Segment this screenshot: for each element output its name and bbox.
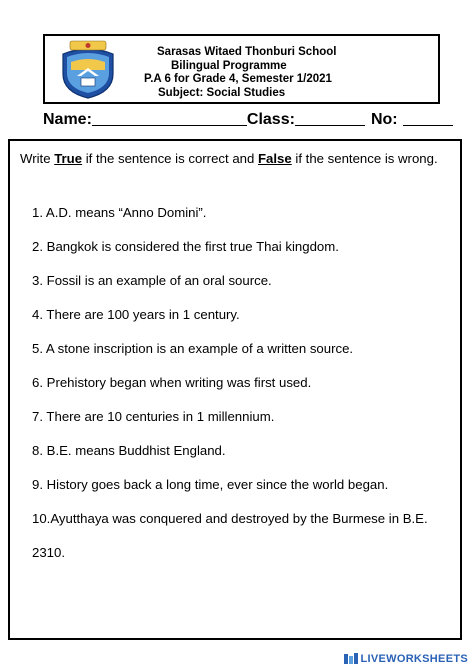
question-10: 10.Ayutthaya was conquered and destroyed by the Burmese in B.E.: [32, 511, 428, 526]
question-3: 3. Fossil is an example of an oral source.: [32, 273, 272, 288]
question-5: 5. A stone inscription is an example of a written source.: [32, 341, 354, 356]
instruction: [20, 151, 438, 166]
false-keyword: False: [258, 151, 292, 166]
school-name: Sarasas Witaed Thonburi School: [157, 46, 337, 58]
questions-box: [8, 139, 462, 640]
programme-name: Bilingual Programme: [171, 59, 287, 72]
question-1: 1. A.D. means “Anno Domini”.: [32, 205, 207, 220]
instruction-text-2: if the sentence is correct and: [82, 151, 258, 166]
student-info-row: [43, 111, 443, 129]
grade-line: P.A 6 for Grade 4, Semester 1/2021: [144, 73, 332, 85]
liveworksheets-text: LIVEWORKSHEETS: [360, 653, 468, 665]
question-2: 2. Bangkok is considered the first true Thai kingdom.: [32, 239, 339, 254]
class-label: Class:: [246, 111, 295, 128]
class-field[interactable]: [295, 111, 365, 126]
question-10-continued: 2310.: [32, 545, 66, 560]
instruction-text-1: Write: [20, 151, 55, 166]
question-8: 8. B.E. means Buddhist England.: [32, 443, 226, 458]
instruction-text-3: if the sentence is wrong.: [291, 151, 438, 166]
school-logo-icon: [59, 40, 117, 100]
no-label: No:: [370, 111, 398, 128]
question-6: 6. Prehistory began when writing was first used.: [32, 375, 312, 390]
no-field[interactable]: [403, 111, 453, 126]
true-keyword: True: [54, 151, 83, 166]
question-4: 4. There are 100 years in 1 century.: [32, 307, 240, 322]
liveworksheets-icon: [344, 653, 358, 665]
question-7: 7. There are 10 centuries in 1 millennium.: [32, 409, 275, 424]
header-box: [43, 34, 440, 104]
school-info: [137, 46, 367, 100]
question-9: 9. History goes back a long time, ever since the world began.: [32, 477, 389, 492]
name-field[interactable]: [92, 111, 247, 126]
name-label: Name:: [43, 111, 92, 128]
subject-line: Subject: Social Studies: [158, 86, 286, 99]
liveworksheets-logo[interactable]: [344, 652, 469, 666]
